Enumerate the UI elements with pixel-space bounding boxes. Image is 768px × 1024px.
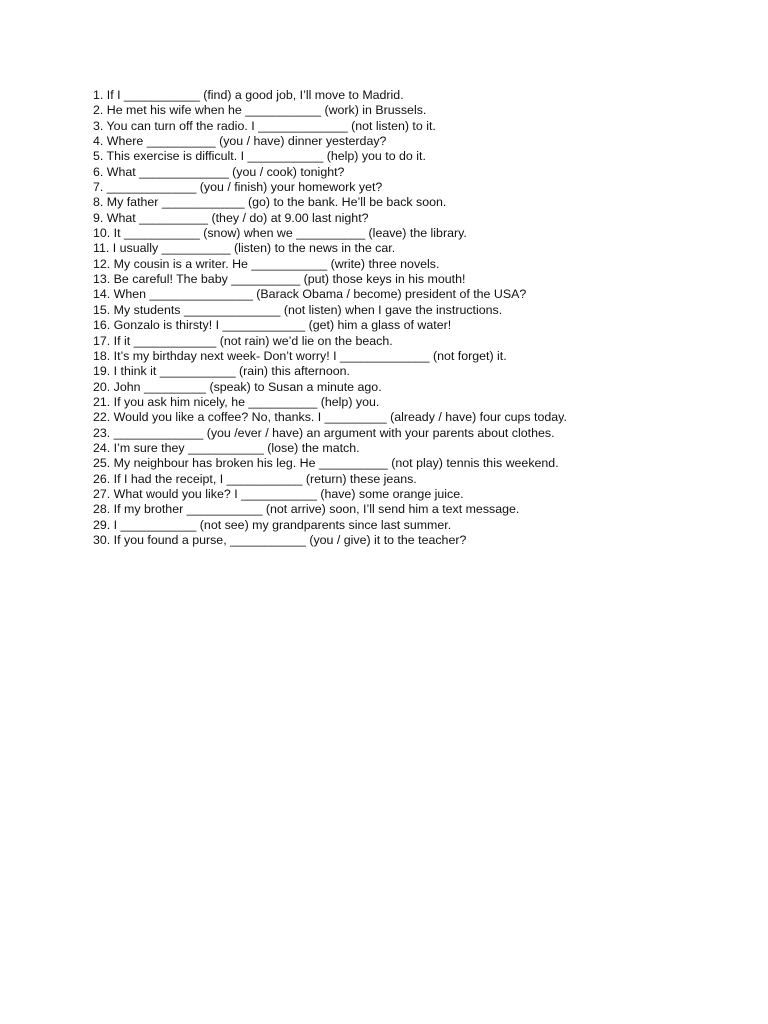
exercise-item-24: 24. I’m sure they ___________ (lose) the match. — [93, 440, 360, 455]
exercise-item-29: 29. I ___________ (not see) my grandparents since last summer. — [93, 517, 452, 532]
exercise-item-9: 9. What __________ (they / do) at 9.00 last night? — [93, 210, 369, 225]
exercise-item-25: 25. My neighbour has broken his leg. He __________ (not play) tennis this weekend. — [93, 456, 559, 471]
exercise-item-27: 27. What would you like? I ___________ (have) some orange juice. — [93, 486, 464, 501]
exercise-item-14: 14. When _______________ (Barack Obama / become) president of the USA? — [93, 287, 527, 302]
exercise-item-13: 13. Be careful! The baby __________ (put) those keys in his mouth! — [93, 272, 466, 287]
exercise-item-20: 20. John _________ (speak) to Susan a minute ago. — [93, 379, 382, 394]
exercise-item-12: 12. My cousin is a writer. He ___________ (write) three novels. — [93, 256, 440, 271]
exercise-item-8: 8. My father ____________ (go) to the bank. He’ll be back soon. — [93, 195, 447, 210]
exercise-item-3: 3. You can turn off the radio. I _____________ (not listen) to it. — [93, 118, 436, 133]
exercise-item-21: 21. If you ask him nicely, he __________ (help) you. — [93, 394, 380, 409]
exercise-item-15: 15. My students ______________ (not listen) when I gave the instructions. — [93, 302, 503, 317]
exercise-item-5: 5. This exercise is difficult. I ___________ (help) you to do it. — [93, 149, 426, 164]
exercise-item-10: 10. It ___________ (snow) when we __________ (leave) the library. — [93, 226, 467, 241]
exercise-item-23: 23. _____________ (you /ever / have) an argument with your parents about clothes. — [93, 425, 555, 440]
exercise-item-16: 16. Gonzalo is thirsty! I ____________ (get) him a glass of water! — [93, 318, 452, 333]
exercise-item-11: 11. I usually __________ (listen) to the news in the car. — [93, 241, 396, 256]
exercise-item-4: 4. Where __________ (you / have) dinner yesterday? — [93, 134, 387, 149]
exercise-item-30: 30. If you found a purse, ___________ (you / give) it to the teacher? — [93, 532, 467, 547]
exercise-item-1: 1. If I ___________ (find) a good job, I’ll move to Madrid. — [93, 88, 404, 102]
exercise-item-26: 26. If I had the receipt, I ___________ (return) these jeans. — [93, 471, 417, 486]
exercise-item-6: 6. What _____________ (you / cook) tonight? — [93, 164, 345, 179]
exercise-item-22: 22. Would you like a coffee? No, thanks. I _________ (already / have) four cups today. — [93, 410, 567, 425]
exercise-item-19: 19. I think it ___________ (rain) this afternoon. — [93, 364, 350, 379]
exercise-item-28: 28. If my brother ___________ (not arrive) soon, I’ll send him a text message. — [93, 502, 520, 517]
exercise-item-7: 7. _____________ (you / finish) your homework yet? — [93, 180, 383, 195]
exercise-item-17: 17. If it ____________ (not rain) we’d lie on the beach. — [93, 333, 393, 348]
exercise-item-18: 18. It’s my birthday next week- Don’t worry! I _____________ (not forget) it. — [93, 348, 507, 363]
exercise-list — [93, 88, 567, 548]
exercise-item-2: 2. He met his wife when he ___________ (work) in Brussels. — [93, 103, 427, 118]
